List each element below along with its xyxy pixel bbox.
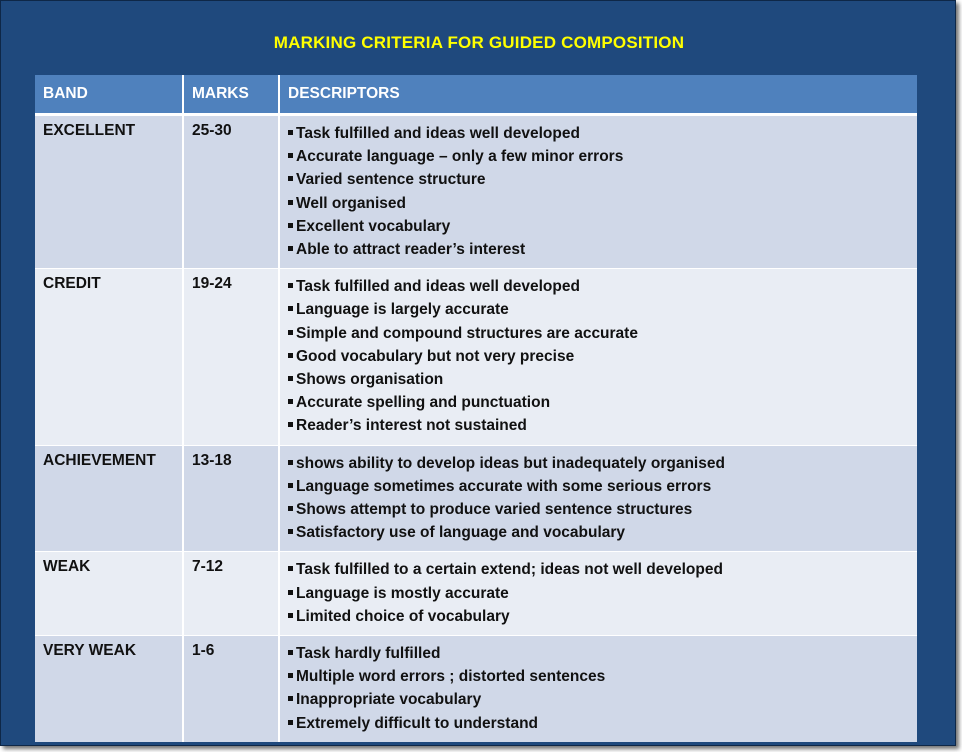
descriptor-item: [288, 582, 909, 605]
square-bullet-icon: [288, 720, 293, 725]
square-bullet-icon: [288, 246, 293, 251]
descriptor-list: [288, 642, 909, 735]
square-bullet-icon: [288, 460, 293, 465]
descriptors-cell: [279, 636, 917, 742]
descriptor-text: Task fulfilled and ideas well developed: [296, 278, 580, 296]
descriptor-item: [288, 391, 909, 414]
descriptor-item: [288, 558, 909, 581]
square-bullet-icon: [288, 566, 293, 571]
descriptor-list: [288, 275, 909, 437]
descriptor-text: Satisfactory use of language and vocabulary: [296, 524, 626, 542]
square-bullet-icon: [288, 613, 293, 618]
band-cell: EXCELLENT: [35, 115, 183, 269]
column-header-marks: MARKS: [183, 75, 279, 115]
descriptor-text: Extremely difficult to understand: [296, 714, 539, 732]
square-bullet-icon: [288, 506, 293, 511]
descriptor-text: Accurate spelling and punctuation: [296, 394, 551, 412]
descriptor-item: [288, 368, 909, 391]
square-bullet-icon: [288, 176, 293, 181]
descriptor-item: [288, 712, 909, 735]
descriptor-item: [288, 238, 909, 261]
column-header-band: BAND: [35, 75, 183, 115]
descriptor-item: [288, 605, 909, 628]
descriptor-text: Well organised: [296, 194, 406, 212]
descriptor-item: [288, 122, 909, 145]
table-row: [35, 552, 917, 636]
descriptor-item: [288, 145, 909, 168]
band-cell: CREDIT: [35, 269, 183, 445]
descriptor-text: Reader’s interest not sustained: [296, 417, 527, 435]
descriptor-text: Excellent vocabulary: [296, 217, 451, 235]
descriptor-text: shows ability to develop ideas but inadequately organised: [296, 454, 725, 472]
band-cell: WEAK: [35, 552, 183, 636]
descriptor-text: Shows organisation: [296, 371, 444, 389]
descriptors-cell: [279, 552, 917, 636]
square-bullet-icon: [288, 283, 293, 288]
descriptor-text: Task hardly fulfilled: [296, 645, 441, 663]
marks-cell: 7-12: [183, 552, 279, 636]
square-bullet-icon: [288, 529, 293, 534]
descriptor-text: Task fulfilled and ideas well developed: [296, 125, 580, 142]
descriptor-item: [288, 345, 909, 368]
descriptor-item: [288, 298, 909, 321]
descriptors-cell: [279, 445, 917, 552]
descriptor-text: Task fulfilled to a certain extend; ideas not well developed: [296, 561, 723, 579]
descriptor-text: Able to attract reader’s interest: [296, 241, 526, 259]
descriptor-item: [288, 521, 909, 544]
descriptor-text: Good vocabulary but not very precise: [296, 347, 575, 365]
square-bullet-icon: [288, 422, 293, 427]
square-bullet-icon: [288, 673, 293, 678]
descriptor-item: [288, 642, 909, 665]
table-row: [35, 115, 917, 269]
descriptor-text: Language is mostly accurate: [296, 584, 509, 602]
band-cell: VERY WEAK: [35, 636, 183, 742]
square-bullet-icon: [288, 483, 293, 488]
square-bullet-icon: [288, 153, 293, 158]
descriptors-cell: [279, 269, 917, 445]
descriptor-text: Multiple word errors ; distorted sentences: [296, 668, 606, 686]
descriptor-item: [288, 168, 909, 191]
square-bullet-icon: [288, 353, 293, 358]
descriptor-text: Shows attempt to produce varied sentence structures: [296, 501, 693, 519]
descriptors-cell: [279, 115, 917, 269]
descriptor-item: [288, 414, 909, 437]
table-row: [35, 636, 917, 742]
descriptor-item: [288, 452, 909, 475]
square-bullet-icon: [288, 306, 293, 311]
square-bullet-icon: [288, 200, 293, 205]
descriptor-list: [288, 122, 909, 261]
descriptor-text: Limited choice of vocabulary: [296, 607, 510, 625]
band-cell: ACHIEVEMENT: [35, 445, 183, 552]
page-title: MARKING CRITERIA FOR GUIDED COMPOSITION: [273, 33, 685, 52]
square-bullet-icon: [288, 650, 293, 655]
descriptor-item: [288, 322, 909, 345]
descriptor-item: [288, 275, 909, 298]
descriptor-text: Varied sentence structure: [296, 171, 486, 189]
descriptor-item: [288, 688, 909, 711]
descriptor-item: [288, 192, 909, 215]
descriptor-text: Inappropriate vocabulary: [296, 691, 482, 709]
column-header-descriptors: DESCRIPTORS: [279, 75, 917, 115]
marks-cell: 13-18: [183, 445, 279, 552]
descriptor-item: [288, 475, 909, 498]
descriptor-item: [288, 498, 909, 521]
marking-criteria-table: [35, 75, 917, 742]
square-bullet-icon: [288, 330, 293, 335]
descriptor-list: [288, 558, 909, 628]
table-row: [35, 269, 917, 445]
table-row: [35, 445, 917, 552]
square-bullet-icon: [288, 223, 293, 228]
marks-cell: 19-24: [183, 269, 279, 445]
descriptor-text: Simple and compound structures are accurate: [296, 324, 638, 342]
marks-cell: 1-6: [183, 636, 279, 742]
square-bullet-icon: [288, 399, 293, 404]
descriptor-list: [288, 452, 909, 545]
descriptor-text: Language is largely accurate: [296, 301, 509, 319]
table-header-row: [35, 75, 917, 115]
marks-cell: 25-30: [183, 115, 279, 269]
square-bullet-icon: [288, 376, 293, 381]
descriptor-item: [288, 665, 909, 688]
square-bullet-icon: [288, 696, 293, 701]
square-bullet-icon: [288, 590, 293, 595]
descriptor-item: [288, 215, 909, 238]
descriptor-text: Language sometimes accurate with some serious errors: [296, 477, 712, 495]
square-bullet-icon: [288, 130, 293, 135]
descriptor-text: Accurate language – only a few minor errors: [296, 148, 624, 166]
